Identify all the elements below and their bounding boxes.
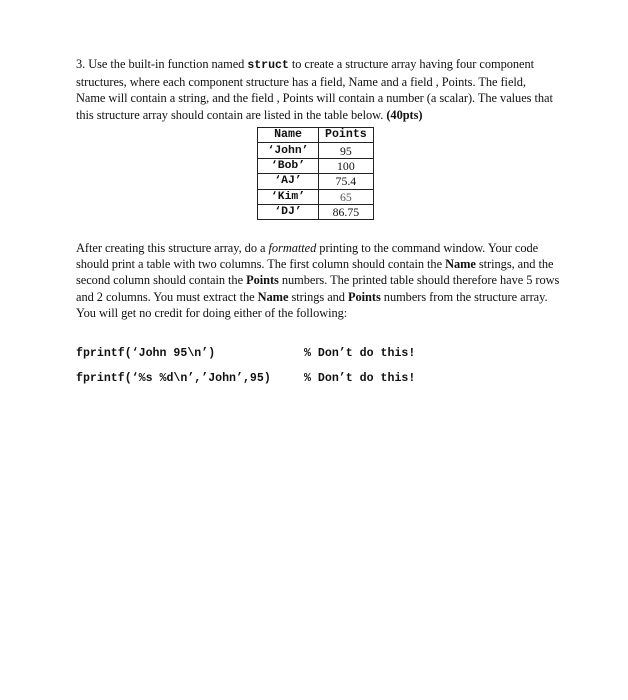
code-comment-2: % Don’t do this! [304,372,416,385]
code-example-1: fprintf(‘John 95\n’) [76,347,216,360]
question-text-b: to create a structure array having four component structures, where each component structure has a field, Name and a field , Points. The field, Name will contain a string, and the field , Points will contain a number (a scalar). The values that this structure array should contain are listed in the table below. [76,57,553,122]
cell-name: ‘Kim’ [258,189,319,204]
points-emphasis: Points [348,289,381,304]
cell-points: 75.4 [319,174,374,189]
cell-name: ‘AJ’ [258,174,319,189]
code-example-2: fprintf(‘%s %d\n’,’John’,95) [76,372,271,385]
header-points: Points [319,128,374,143]
cell-name: ‘Bob’ [258,158,319,173]
name-emphasis: Name [257,289,289,304]
instructions-paragraph [76,240,562,321]
instructions-text: After creating this structure array, do a [76,241,269,255]
instructions-text: numbers from the structure array. You will get no credit for doing either of the following: [76,289,548,320]
table-header-row [258,128,374,143]
table-row [258,174,374,189]
question-paragraph [76,56,556,123]
instructions-text: strings, and the second column should contain the [76,257,554,288]
table-row [258,189,374,204]
cell-points: 65 [319,189,374,204]
table-row [258,204,374,219]
cell-name: ‘John’ [258,143,319,158]
table-row [258,143,374,158]
instructions-text: numbers. The printed table should therefore have 5 rows and 2 columns. You must extract the [76,273,560,304]
points-emphasis: Points [246,273,279,288]
formatted-emphasis: formatted [268,241,317,255]
table-row [258,158,374,173]
question-text-a: 3. Use the built-in function named [76,57,248,71]
header-name: Name [258,128,319,143]
code-comment-1: % Don’t do this! [304,347,416,360]
instructions-text: printing to the command window. Your code should print a table with two columns. The first column should contain the [76,241,539,272]
struct-keyword: struct [247,59,289,72]
name-emphasis: Name [445,257,476,272]
cell-points: 95 [319,143,374,158]
cell-points: 86.75 [319,204,374,219]
points-label: (40pts) [386,107,423,122]
cell-name: ‘DJ’ [258,204,319,219]
instructions-text: strings and [288,289,348,304]
cell-points: 100 [319,158,374,173]
values-table [257,127,374,220]
